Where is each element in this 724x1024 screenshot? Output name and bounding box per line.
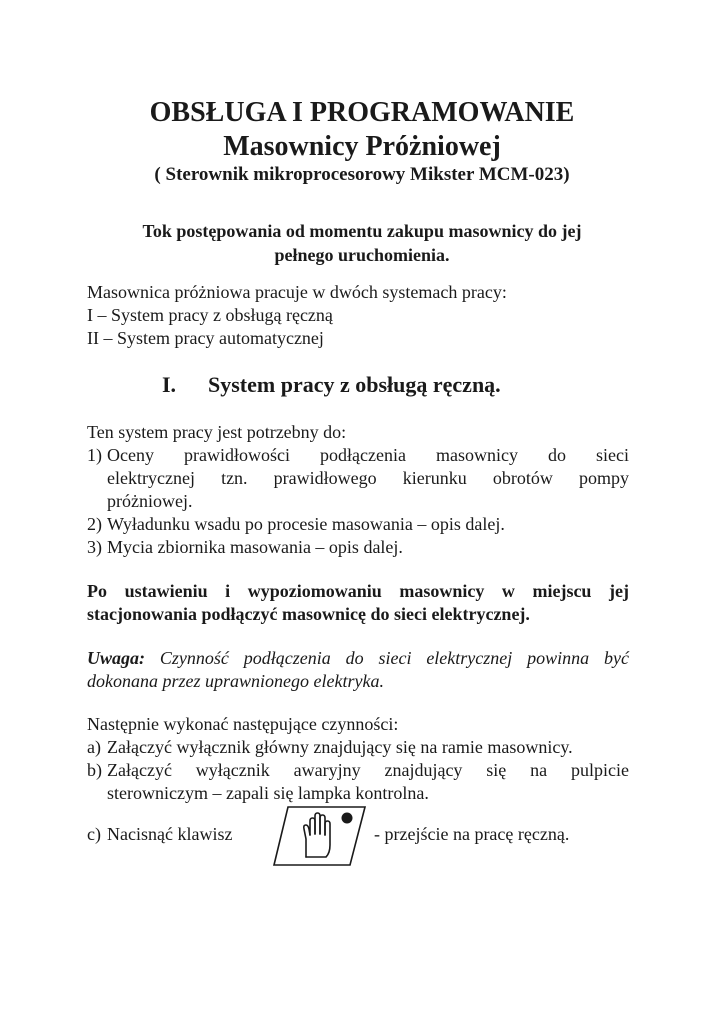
step-letter: b) <box>87 760 102 780</box>
intro-heading <box>100 219 624 267</box>
hand-key-icon <box>272 805 366 867</box>
step-line: Załączyć wyłącznik główny znajdujący się na ramie masownicy. <box>107 737 573 757</box>
note-text: Czynność podłączenia do sieci elektrycznej powinna być <box>145 648 629 668</box>
bold-paragraph-line: Po ustawieniu i wypoziomowaniu masownicy w miejscu jej <box>87 581 629 601</box>
list-item-line: Wyładunku wsadu po procesie masowania – opis dalej. <box>107 514 505 534</box>
list-item-number: 1) <box>87 445 102 465</box>
section-title: System pracy z obsługą ręczną. <box>208 372 501 397</box>
list-item-line: elektrycznej tzn. prawidłowego kierunku obrotów pompy <box>107 468 629 488</box>
list-item-line: próżniowej. <box>107 491 193 511</box>
list-item-line: Mycia zbiornika masowania – opis dalej. <box>107 537 403 557</box>
steps-lead: Następnie wykonać następujące czynności: <box>87 714 399 734</box>
title-line-2: Masownicy Próżniowej <box>223 131 501 162</box>
intro-line: II – System pracy automatycznej <box>87 328 324 348</box>
section-lead: Ten system pracy jest potrzebny do: <box>87 422 347 442</box>
section-number: I. <box>162 372 177 397</box>
step-line: Nacisnąć klawisz <box>107 824 233 844</box>
step-line: Załączyć wyłącznik awaryjny znajdujący się na pulpicie <box>107 760 629 780</box>
intro-heading-line-1: Tok postępowania od momentu zakupu masownicy do jej <box>142 221 582 241</box>
intro-line: I – System pracy z obsługą ręczną <box>87 305 333 325</box>
title-line-1: OBSŁUGA I PROGRAMOWANIE <box>149 97 575 128</box>
note-label: Uwaga: <box>87 648 145 668</box>
note-line <box>87 646 629 670</box>
section-heading <box>162 371 501 399</box>
note-line: dokonana przez uprawnionego elektryka. <box>87 671 384 691</box>
subtitle: ( Sterownik mikroprocesorowy Mikster MCM-023) <box>154 164 570 185</box>
step-line-after-icon: - przejście na pracę ręczną. <box>374 824 570 844</box>
list-item-line: Oceny prawidłowości podłączenia masownicy do sieci <box>107 445 629 465</box>
intro-heading-line-2: pełnego uruchomienia. <box>274 245 450 265</box>
bold-paragraph-line: stacjonowania podłączyć masownicę do sieci elektrycznej. <box>87 604 530 624</box>
step-line: sterowniczym – zapali się lampka kontrolna. <box>107 783 429 803</box>
intro-line: Masownica próżniowa pracuje w dwóch systemach pracy: <box>87 282 507 302</box>
list-item-number: 2) <box>87 514 102 534</box>
step-letter: c) <box>87 824 101 844</box>
step-letter: a) <box>87 737 101 757</box>
list-item-number: 3) <box>87 537 102 557</box>
hand-key-icon-graphic <box>272 805 366 867</box>
